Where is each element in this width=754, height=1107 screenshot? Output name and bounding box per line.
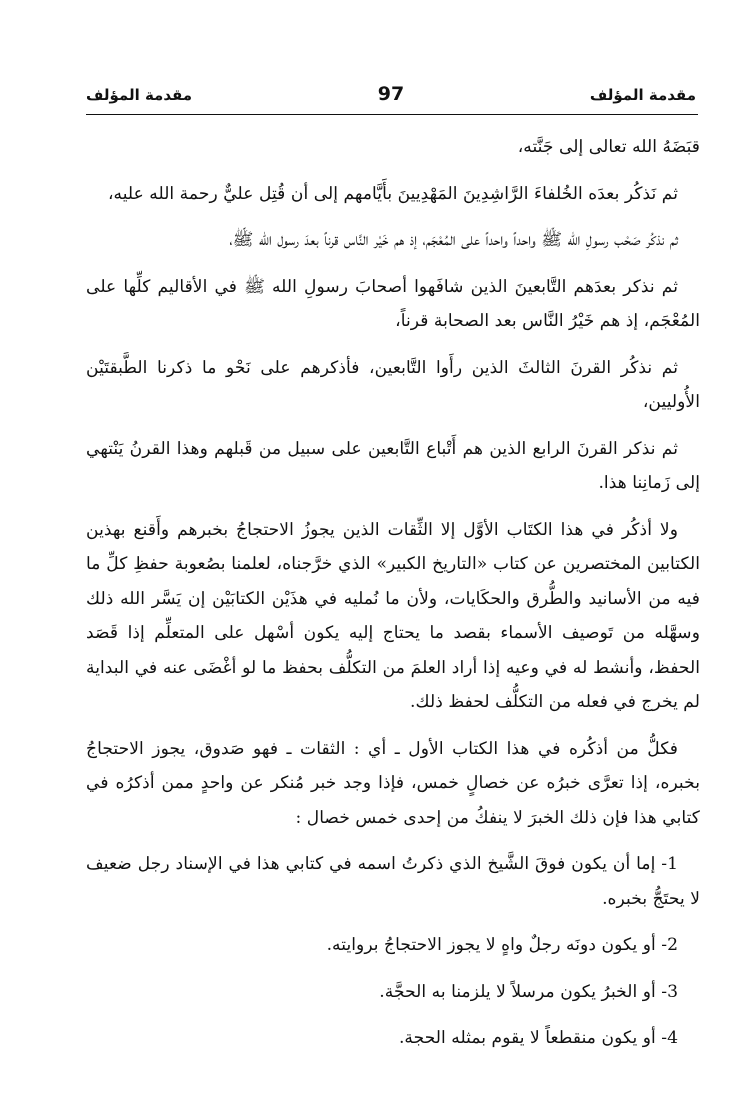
paragraph: ولا أذكُر في هذا الكتَاب الأوَّل إلا الثِّقات الذين يجوزُ الاحتجاجُ بخبرهم وأَقنع بهذين الكتابين المختصرين عن كتاب «التاريخ الكبير» الذي خرَّجناه، لعلمنا بصُعوبة حفظِ كلِّ ما فيه من الأسانيد والطُّرق والحكَايات، ولأن ما نُمليه في هذَيْن الكتابَيْن إن يَسَّر الله ذلك وسهَّله من تَوصيف الأسماء بقصد ما يحتاج إليه يكون أسْهل على المتعلِّم إذا قَصَد الحفظ، وأنشط له في وعيه إذا أراد العلمَ من التكلُّف بحفظ ما لو أغْضَى عنه في البداية لم يخرج في فعله من التكلُّف لحفظ ذلك. [86,519,700,712]
page-header [86,83,696,112]
list-item: 4- أو يكون منقطعاً لا يقوم بمثله الحجة. [398,1028,678,1048]
running-title-right: مقدمة المؤلف [589,86,696,104]
paragraph: ثم نذكُر صَحْب رسولِ الله ﷺ واحداً واحداً على المُعْجَم، إذ هم خَيْر النَّاس قرناً بعدَ رسول الله ﷺ، [229,230,678,250]
paragraph: ثم نَذكُر بعدَه الخُلفاءَ الرَّاشِدِينَ المَهْدِيينَ بأَيَّامهم إلى أن قُتِل عليٌّ رحمة الله عليه، [107,183,678,204]
paragraph: ثم نذكُر القرنَ الثالثَ الذين رأَوا التَّابعين، فأذكرهم على نَحْو ما ذكرنا الطَّبقتَيْن الأُوليين، [86,357,700,412]
header-rule [86,114,698,115]
page-number: 97 [377,83,405,105]
paragraph: فكلُّ من أذكُره في هذا الكتاب الأول ـ أي : الثقات ـ فهو صَدوق، يجوز الاحتجاجُ بخبره، إذا تعرَّى خبرُه عن خصالٍ خمس، فإذا وجد خبر مُنكر عن واحدٍ ممن أذكرُه في كتابي هذا فإن ذلك الخبرَ لا ينفكُ من إحدى خمس خصال : [86,738,700,828]
page-body [86,130,700,1068]
list-item: 3- أو الخبرُ يكون مرسلاً لا يلزمنا به الحجَّة. [379,981,678,1002]
paragraph: ثم نذكر بعدَهم التَّابعينَ الذين شافَهوا أصحابَ رسولِ الله ﷺ في الأقاليم كلِّها على المُعْجَم، إذ هم خَيْرُ النَّاس بعد الصحابة قرناً، [86,276,700,331]
running-title-left: مقدمة المؤلف [86,86,193,104]
paragraph: قبَضَهُ الله تعالى إلى جَنَّته، [517,137,700,157]
list-item: 2- أو يكون دونَه رجلٌ واهٍ لا يجوز الاحتجاجُ بروايته. [326,935,678,955]
list-item: 1- إما أن يكون فوقَ الشَّيخ الذي ذكرتُ اسمه في كتابي هذا في الإسناد رجل ضعيف لا يحتَجُّ بخبره. [86,854,700,909]
paragraph: ثم نذكر القرنَ الرابع الذين هم أَتْباع التَّابعين على سبيل من قَبلهم وهذا القرنُ يَنْتهي إلى زَمانِنا هذا. [86,438,700,493]
